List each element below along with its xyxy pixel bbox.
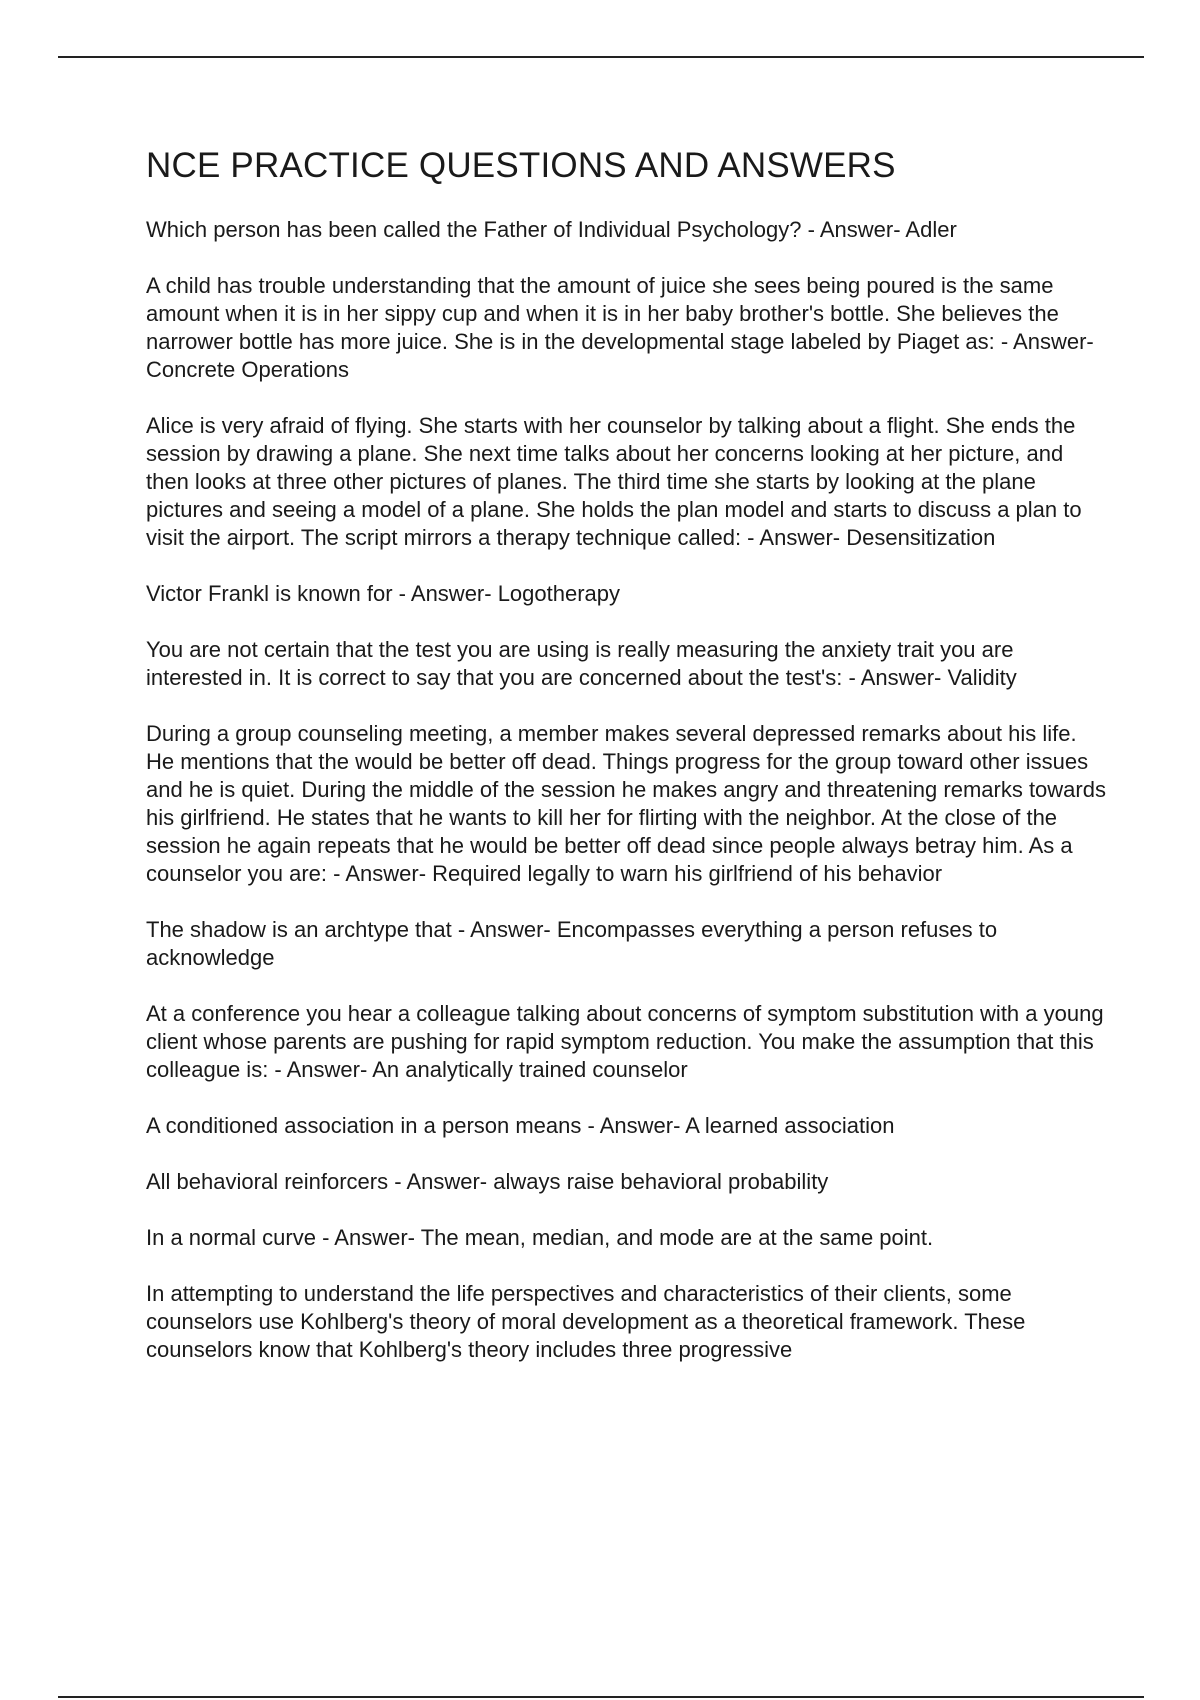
qa-item: A child has trouble understanding that the amount of juice she sees being poured is the same amount when it is in her sippy cup and when it is in her baby brother's bottle. She believes the narrower bottle has more juice. She is in the developmental stage labeled by Piaget as: - Answer- Concrete Operations (146, 273, 1094, 382)
document-body (146, 140, 1106, 1392)
qa-item: In a normal curve - Answer- The mean, median, and mode are at the same point. (146, 1225, 934, 1250)
qa-item: You are not certain that the test you are using is really measuring the anxiety trait you are interested in. It is correct to say that you are concerned about the test's: - Answer- Validity (146, 637, 1017, 690)
qa-item: Victor Frankl is known for - Answer- Logotherapy (146, 581, 621, 606)
qa-item: The shadow is an archtype that - Answer- Encompasses everything a person refuses to acknowledge (146, 917, 998, 970)
qa-item: During a group counseling meeting, a member makes several depressed remarks about his life. He mentions that the would be better off dead. Things progress for the group toward other issues and he is quiet. During the middle of the session he makes angry and threatening remarks towards his girlfriend. He states that he wants to kill her for flirting with the neighbor. At the close of the session he again repeats that he would be better off dead since people always betray him. As a counselor you are: - Answer- Required legally to warn his girlfriend of his behavior (146, 721, 1106, 886)
qa-item: Alice is very afraid of flying. She starts with her counselor by talking about a flight. She ends the session by drawing a plane. She next time talks about her concerns looking at her picture, and then looks at three other pictures of planes. The third time she starts by looking at the plane pictures and seeing a model of a plane. She holds the plan model and starts to discuss a plan to visit the airport. The script mirrors a therapy technique called: - Answer- Desensitization (146, 413, 1082, 550)
bottom-rule (58, 1696, 1144, 1698)
qa-item: All behavioral reinforcers - Answer- always raise behavioral probability (146, 1169, 829, 1194)
qa-item: At a conference you hear a colleague talking about concerns of symptom substitution with a young client whose parents are pushing for rapid symptom reduction. You make the assumption that this colleague is: - Answer- An analytically trained counselor (146, 1001, 1104, 1082)
document-title: NCE PRACTICE QUESTIONS AND ANSWERS (146, 146, 896, 185)
qa-item: A conditioned association in a person means - Answer- A learned association (146, 1113, 895, 1138)
top-rule (58, 56, 1144, 58)
qa-item: Which person has been called the Father of Individual Psychology? - Answer- Adler (146, 217, 957, 242)
qa-item: In attempting to understand the life perspectives and characteristics of their clients, some counselors use Kohlberg's theory of moral development as a theoretical framework. These counselors know that Kohlberg's theory includes three progressive (146, 1281, 1026, 1362)
